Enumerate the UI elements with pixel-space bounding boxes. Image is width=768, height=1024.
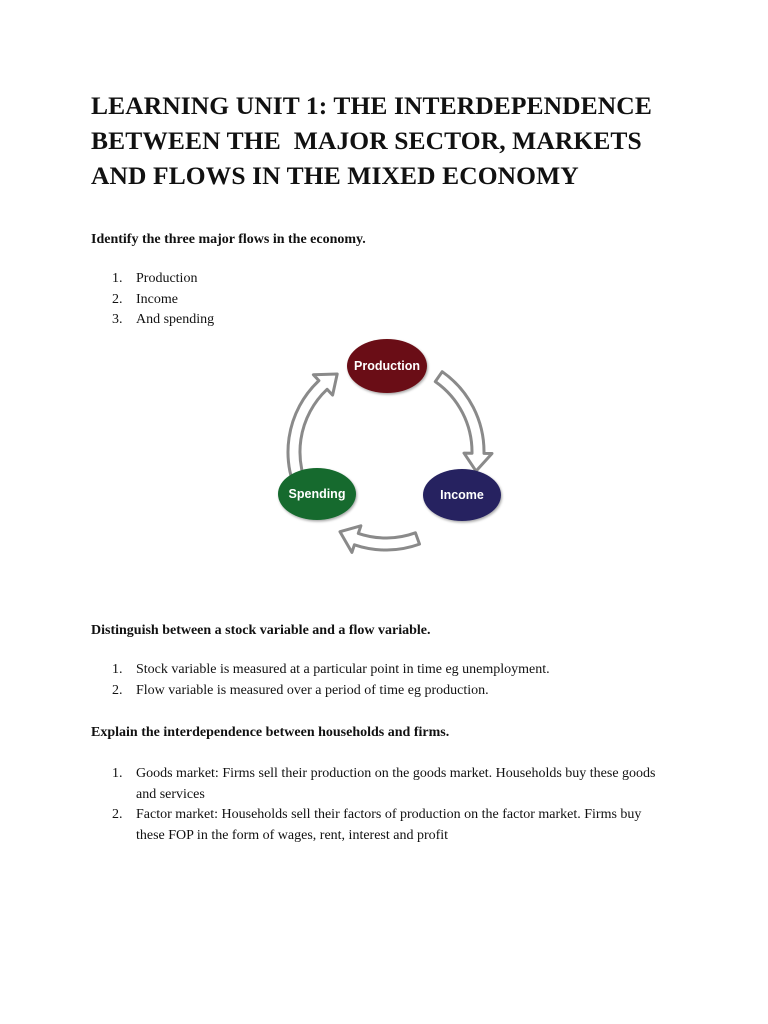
list-number: 1.: [112, 271, 123, 286]
question-heading: Distinguish between a stock variable and a flow variable.: [91, 623, 431, 638]
income-label: Income: [440, 488, 484, 502]
spending-node: [278, 468, 356, 520]
arrow-production-to-income: [435, 372, 492, 471]
spending-label: Spending: [288, 487, 346, 501]
arrow-income-to-spending: [340, 526, 420, 553]
list-item: [91, 681, 671, 702]
list-item: [91, 764, 671, 805]
circular-flow-diagram: [258, 335, 510, 590]
title-line: LEARNING UNIT 1: THE INTERDEPENDENCE: [91, 91, 652, 120]
list-number: 1.: [112, 766, 123, 781]
list-item: [91, 805, 671, 846]
list-item: [91, 660, 671, 681]
list-number: 2.: [112, 807, 123, 822]
list-text: Factor market: Households sell their factors of production on the factor market. Firms buy these FOP in the form of wages, rent, interest and profit: [136, 807, 642, 843]
income-node: [423, 469, 501, 521]
list-number: 2.: [112, 291, 123, 307]
title-line: BETWEEN THE MAJOR SECTOR, MARKETS: [91, 126, 642, 155]
question-heading: Identify the three major flows in the economy.: [91, 232, 366, 247]
question-heading: Explain the interdependence between households and firms.: [91, 725, 450, 740]
list-number: 3.: [112, 312, 123, 327]
list-text: Goods market: Firms sell their production on the goods market. Households buy these goods and services: [136, 766, 656, 802]
flow-arrows: [288, 372, 492, 553]
households-firms-list: [91, 764, 671, 846]
list-item: [91, 269, 671, 290]
production-node: [347, 339, 427, 393]
list-text: Flow variable is measured over a period of time eg production.: [136, 682, 489, 698]
production-label: Production: [354, 359, 420, 373]
list-text: Production: [136, 271, 198, 286]
list-number: 2.: [112, 682, 123, 698]
list-text: Income: [136, 291, 178, 307]
page-title: [91, 88, 691, 193]
flows-list: [91, 269, 671, 331]
list-item: [91, 310, 671, 331]
stock-flow-list: [91, 660, 671, 701]
list-text: Stock variable is measured at a particular point in time eg unemployment.: [136, 662, 550, 677]
list-number: 1.: [112, 662, 123, 677]
list-item: [91, 290, 671, 311]
list-text: And spending: [136, 312, 215, 327]
title-line: AND FLOWS IN THE MIXED ECONOMY: [91, 161, 579, 190]
